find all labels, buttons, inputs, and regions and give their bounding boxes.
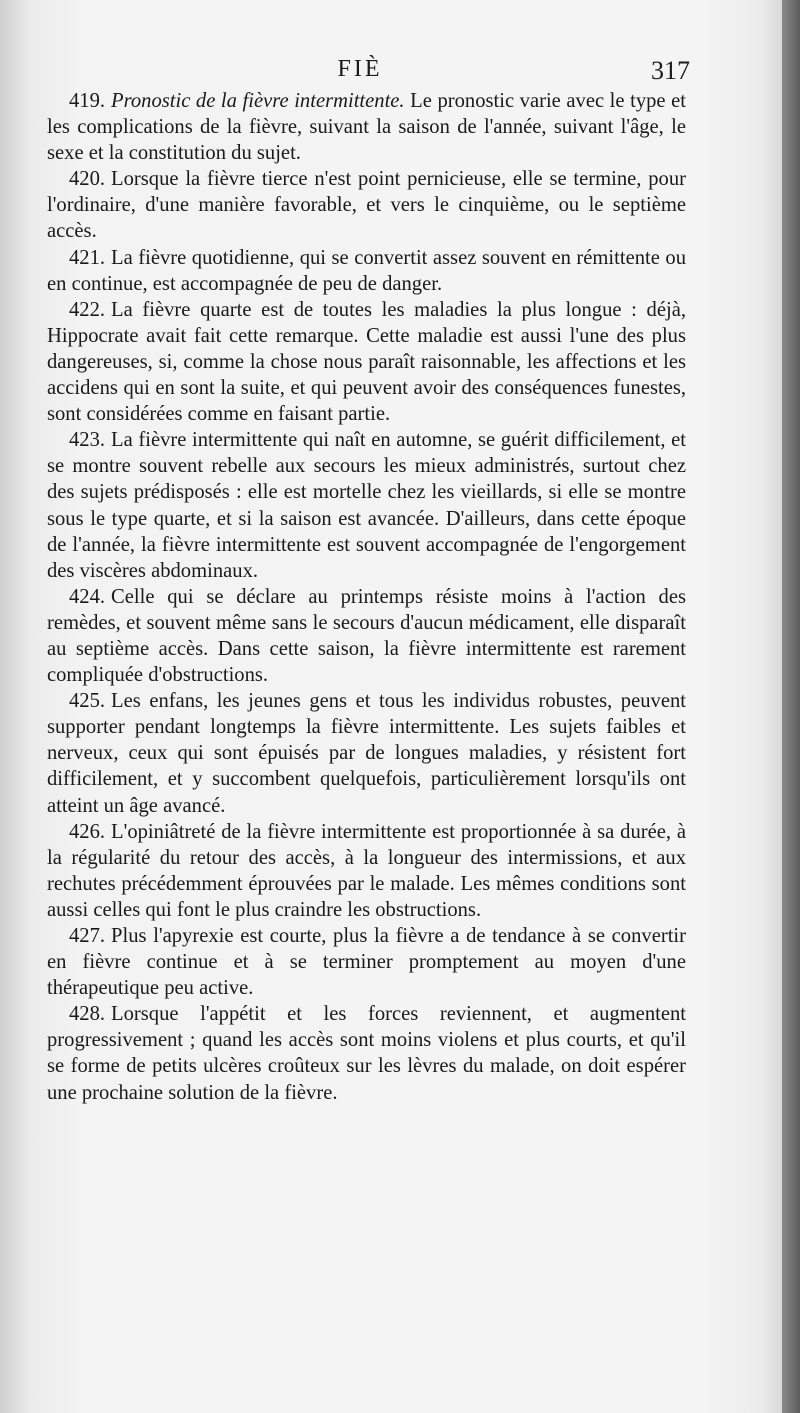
book-page-edge: [782, 0, 800, 1413]
paragraph-419: [47, 88, 686, 166]
paragraph-number: 425.: [69, 690, 106, 713]
paragraph-text: Le pronostic varie avec le type et les complications de la fièvre, suivant la saison de l'année, suivant l'âge, le sexe et la constitution du sujet.: [47, 90, 686, 165]
paragraph-number: 421.: [69, 246, 106, 269]
running-head: FIÈ: [337, 56, 383, 82]
paragraph-423: [47, 427, 686, 584]
paragraph-text: La fièvre intermittente qui naît en automne, se guérit difficilement, et se montre souvent rebelle aux secours les mieux administrés, surtout chez des sujets prédisposés : elle est mortelle chez les vieillards, si elle se montre sous le type quarte, et si la saison est avancée. D'ailleurs, dans cette époque de l'année, la fièvre intermittente est souvent accompagnée de l'engorgement des viscères abdominaux.: [47, 429, 686, 582]
paragraph-number: 423.: [69, 429, 106, 452]
paragraph-number: 426.: [69, 820, 106, 843]
paragraph-426: [47, 819, 686, 923]
paragraph-422: [47, 297, 686, 427]
paragraph-text: Celle qui se déclare au printemps résiste moins à l'action des remèdes, et souvent même sans le secours d'aucun médicament, elle disparaît au septième accès. Dans cette saison, la fièvre intermittente est rarement compliquée d'obstructions.: [47, 585, 686, 687]
paragraph-text: L'opiniâtreté de la fièvre intermittente est proportionnée à sa durée, à la régularité du retour des accès, à la longueur des intermissions, et aux rechutes précédemment éprouvées par le malade. Les mêmes conditions sont aussi celles qui font le plus craindre les obstructions.: [47, 820, 686, 921]
paragraph-text: Lorsque l'appétit et les forces reviennent, et augmentent progressivement ; quand les accès sont moins violens et plus courts, et qu'il se forme de petits ulcères croûteux sur les lèvres du malade, on doit espérer une prochaine solution de la fièvre.: [47, 1003, 686, 1104]
paragraph-text: Lorsque la fièvre tierce n'est point pernicieuse, elle se termine, pour l'ordinaire, d'une manière favorable, et vers le cinquième, ou le septième accès.: [47, 168, 686, 243]
paragraph-number: 422.: [69, 298, 106, 321]
page-header: [30, 56, 690, 90]
paragraph-420: [47, 166, 686, 244]
body-text: [47, 88, 686, 1106]
paragraph-text: La fièvre quarte est de toutes les maladies la plus longue : déjà, Hippocrate avait fait cette remarque. Cette maladie est aussi l'une des plus dangereuses, si, comme la chose nous paraît raisonnable, les affections et les accidens qui en sont la suite, et qui peuvent avoir des conséquences funestes, sont considérées comme en faisant partie.: [47, 298, 686, 426]
paragraph-title: Pronostic de la fièvre intermittente.: [111, 90, 405, 112]
paragraph-number: 427.: [69, 925, 106, 947]
paragraph-number: 420.: [69, 168, 106, 191]
paragraph-428: [47, 1001, 686, 1105]
paragraph-424: [47, 584, 686, 688]
paragraph-421: [47, 245, 686, 297]
paragraph-number: 428.: [69, 1003, 106, 1026]
paragraph-number: 419.: [69, 90, 106, 112]
page-number: 317: [651, 56, 690, 85]
paragraph-text: Plus l'apyrexie est courte, plus la fièvre a de tendance à se convertir en fièvre continue et à se terminer promptement au moyen d'une thérapeutique peu active.: [47, 925, 686, 1000]
paragraph-427: [47, 923, 686, 1001]
paragraph-number: 424.: [69, 585, 106, 608]
paragraph-text: La fièvre quotidienne, qui se convertit assez souvent en rémittente ou en continue, est accompagnée de peu de danger.: [47, 246, 686, 295]
paragraph-text: Les enfans, les jeunes gens et tous les individus robustes, peuvent supporter pendant longtemps la fièvre intermittente. Les sujets faibles et nerveux, ceux qui sont épuisés par de longues maladies, y résistent fort difficilement, et y succombent quelquefois, particulièrement lorsqu'ils ont atteint un âge avancé.: [47, 690, 686, 817]
paragraph-425: [47, 688, 686, 818]
